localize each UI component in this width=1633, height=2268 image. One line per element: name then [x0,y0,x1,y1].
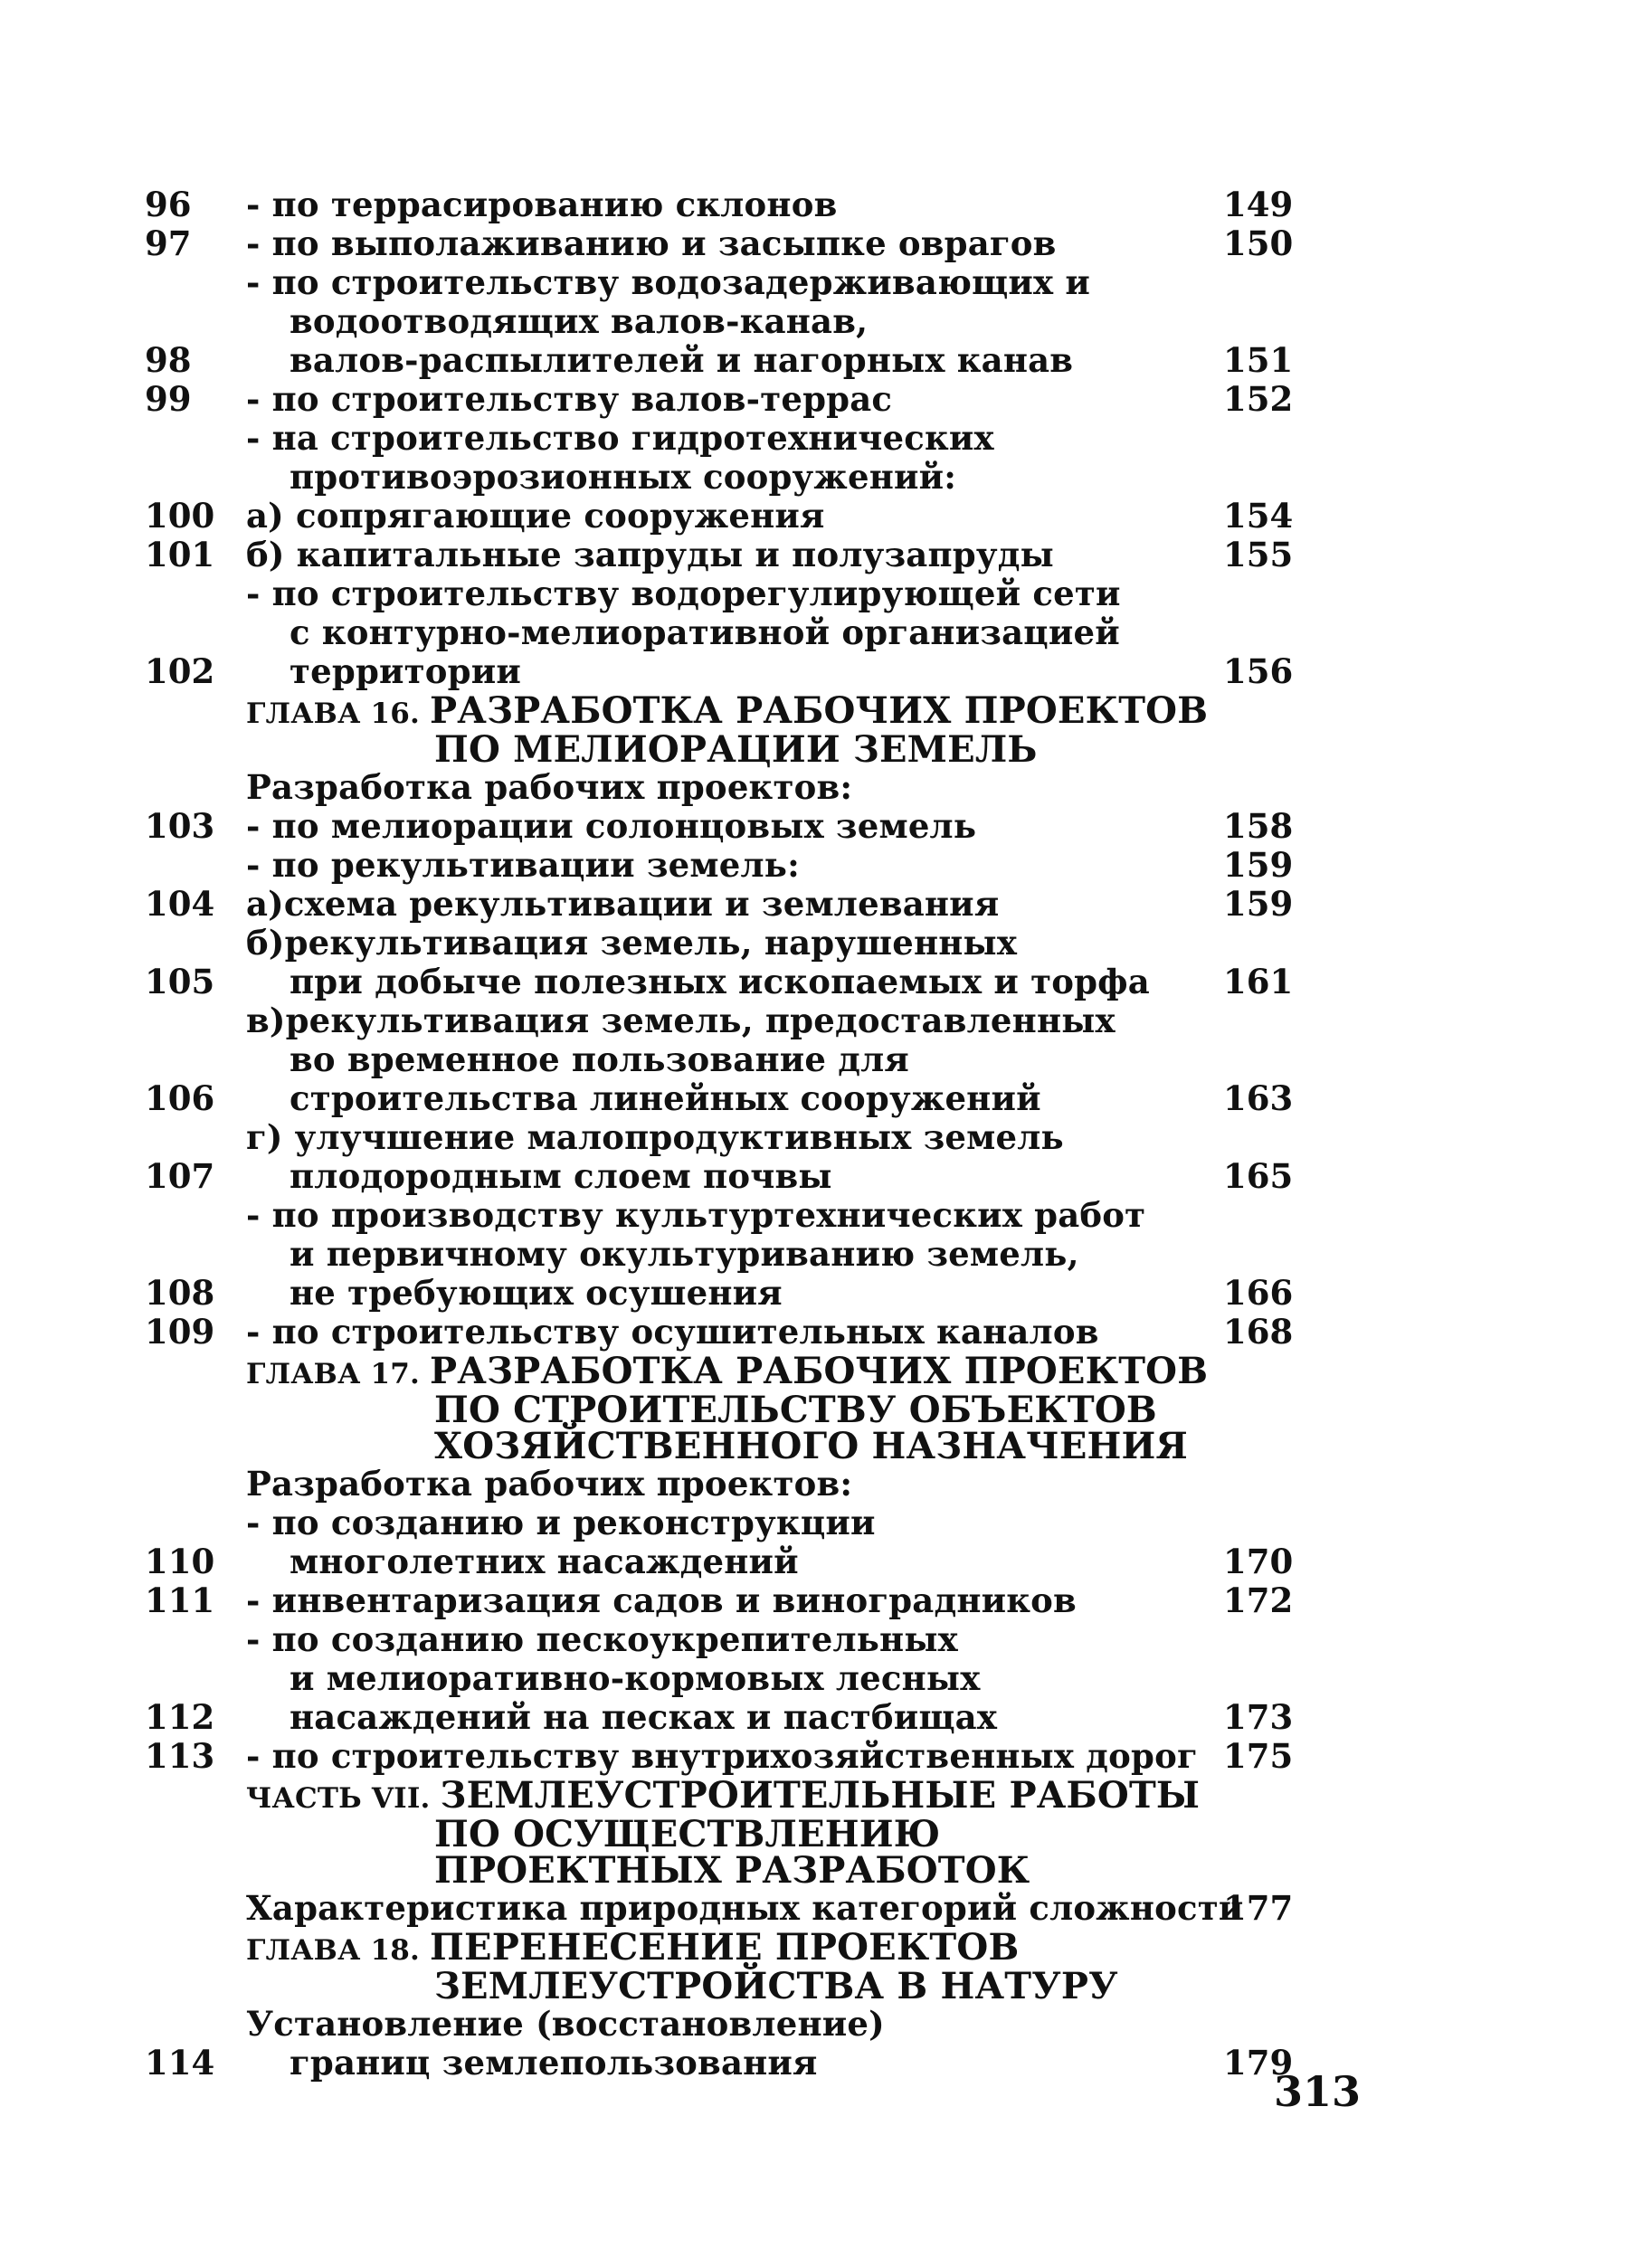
entry-line: противоэрозионных сооружений: [290,457,957,497]
entry-page: 170 [1223,1542,1294,1581]
entry-line: Характеристика природных категорий сложности [246,1888,1244,1928]
entry-line: и мелиоративно-кормовых лесных [290,1658,981,1698]
entry-line: - инвентаризация садов и виноградников [246,1580,1077,1620]
toc-entry [145,807,1357,846]
entry-line: - по строительству водозадерживающих и [246,262,1090,302]
entry-title [246,497,1212,536]
toc-entry [145,1581,1357,1620]
entry-line: - по строительству осушительных каналов [246,1312,1099,1352]
entry-page: 149 [1223,185,1294,224]
entry-line: а) сопрягающие сооружения [246,496,825,536]
entry-line: а)схема рекультивации и землевания [246,884,1000,924]
entry-page: 172 [1223,1580,1294,1620]
entry-line: г) улучшение малопродуктивных земель [246,1117,1064,1157]
entry-title [246,1504,1212,1581]
toc-entry [145,1504,1357,1581]
entry-page: 156 [1223,651,1294,691]
toc-entry [145,924,1357,1001]
heading-label: ГЛАВА 17. [246,1358,431,1390]
entry-line: - по рекультивации земель: [246,845,800,885]
chapter-heading [145,689,1357,771]
entry-number: 107 [145,1156,215,1196]
heading-text [246,1926,1212,2007]
entry-line: Установление (восстановление) [246,2004,885,2044]
entry-number: 102 [145,651,215,691]
heading-line: РАЗРАБОТКА РАБОЧИХ ПРОЕКТОВ [430,1350,1209,1392]
toc-entry [145,1465,1357,1504]
entry-title [246,536,1212,574]
heading-line: ПЕРЕНЕСЕНИЕ ПРОЕКТОВ [430,1926,1020,1969]
entry-number: 101 [145,535,215,574]
entry-page: 152 [1223,379,1294,419]
entry-number: 98 [145,340,192,380]
toc-entry [145,1737,1357,1776]
entry-number: 99 [145,379,192,419]
entry-line: - по производству культуртехнических работ [246,1195,1146,1235]
entry-page: 173 [1223,1697,1294,1737]
entry-title [246,1118,1212,1196]
heading-line: ЗЕМЛЕУСТРОИТЕЛЬНЫЕ РАБОТЫ [440,1774,1201,1817]
toc-entry [145,263,1357,380]
entry-page: 179 [1223,2043,1294,2083]
heading-line: ХОЗЯЙСТВЕННОГО НАЗНАЧЕНИЯ [434,1425,1188,1467]
entry-number: 104 [145,884,215,924]
toc-entry [145,536,1357,574]
heading-line: ПО ОСУЩЕСТВЛЕНИЮ [434,1813,941,1855]
toc-entry [145,885,1357,924]
entry-title [246,380,1212,419]
heading-line: ЗЕМЛЕУСТРОЙСТВА В НАТУРУ [434,1965,1118,2007]
entry-line: Разработка рабочих проектов: [246,1464,853,1504]
toc-entry [145,1620,1357,1737]
entry-line: б) капитальные запруды и полузапруды [246,535,1054,574]
entry-page: 161 [1223,962,1294,1001]
entry-title [246,1737,1212,1776]
toc-entry [145,185,1357,224]
entry-title [246,1313,1212,1352]
toc-entry [145,380,1357,419]
heading-text [246,1350,1212,1467]
entry-title [246,1620,1212,1737]
toc-entry [145,497,1357,536]
entry-title [246,768,1212,807]
entry-title [246,2005,1212,2083]
entry-line: Разработка рабочих проектов: [246,767,853,807]
entry-line: - по террасированию склонов [246,185,838,224]
entry-line: водоотводящих валов-канав, [290,301,869,341]
entry-title [246,1888,1244,1928]
entry-line: в)рекультивация земель, предоставленных [246,1001,1116,1040]
chapter-heading [145,1350,1357,1467]
heading-text [246,689,1212,771]
entry-title [246,263,1212,380]
entry-line: и первичному окультуриванию земель, [290,1234,1079,1274]
entry-page: 166 [1223,1273,1294,1313]
entry-number: 110 [145,1542,215,1581]
heading-line: ПО СТРОИТЕЛЬСТВУ ОБЪЕКТОВ [434,1389,1157,1431]
entry-page: 151 [1223,340,1294,380]
entry-title [246,1001,1212,1118]
entry-number: 103 [145,806,215,846]
entry-page: 155 [1223,535,1294,574]
entry-title [246,846,1212,885]
toc-entry [145,419,1357,497]
entry-title [246,924,1212,1001]
entry-title [246,574,1212,691]
entry-number: 100 [145,496,215,536]
toc-entry [145,1313,1357,1352]
entry-line: границ землепользования [290,2043,818,2083]
entry-line: б)рекультивация земель, нарушенных [246,923,1018,963]
entry-line: валов-распылителей и нагорных канав [290,340,1074,380]
entry-title [246,1196,1212,1313]
entry-number: 108 [145,1273,215,1313]
entry-line: - по строительству валов-террас [246,379,893,419]
entry-title [246,224,1212,263]
heading-line: ПРОЕКТНЫХ РАЗРАБОТОК [434,1849,1030,1892]
entry-number: 97 [145,223,192,263]
page-number: 313 [1274,2067,1362,2116]
entry-number: 111 [145,1580,215,1620]
toc-entry [145,574,1357,691]
table-of-contents [145,185,1357,2083]
entry-line: - на строительство гидротехнических [246,418,994,458]
entry-page: 159 [1223,845,1294,885]
entry-line: - по строительству водорегулирующей сети [246,574,1121,613]
entry-number: 106 [145,1078,215,1118]
entry-title [246,185,1212,224]
entry-number: 109 [145,1312,215,1352]
entry-line: не требующих осушения [290,1273,783,1313]
entry-line: во временное пользование для [290,1039,909,1079]
entry-page: 158 [1223,806,1294,846]
entry-line: - по строительству внутрихозяйственных дорог [246,1736,1198,1776]
entry-number: 105 [145,962,215,1001]
entry-line: при добыче полезных ископаемых и торфа [290,962,1150,1001]
entry-line: плодородным слоем почвы [290,1156,832,1196]
entry-page: 163 [1223,1078,1294,1118]
toc-entry [145,1196,1357,1313]
entry-title [246,419,1212,497]
entry-line: насаждений на песках и пастбищах [290,1697,998,1737]
toc-entry [145,1118,1357,1196]
entry-page: 177 [1223,1888,1294,1928]
entry-title [246,807,1212,846]
toc-entry [145,224,1357,263]
entry-title [246,1581,1212,1620]
entry-line: строительства линейных сооружений [290,1078,1041,1118]
entry-line: - по созданию и реконструкции [246,1503,876,1542]
entry-page: 165 [1223,1156,1294,1196]
entry-line: многолетних насаждений [290,1542,799,1581]
entry-line: территории [290,651,522,691]
entry-line: с контурно-мелиоративной организацией [290,612,1120,652]
entry-line: - по мелиорации солонцовых земель [246,806,977,846]
chapter-heading [145,1774,1357,1892]
heading-label: ГЛАВА 16. [246,697,431,730]
toc-entry [145,768,1357,807]
entry-number: 113 [145,1736,215,1776]
entry-number: 114 [145,2043,215,2083]
toc-entry [145,1889,1357,1928]
entry-page: 159 [1223,884,1294,924]
heading-text [246,1774,1212,1892]
entry-number: 96 [145,185,192,224]
entry-title [246,885,1212,924]
heading-line: РАЗРАБОТКА РАБОЧИХ ПРОЕКТОВ [430,689,1209,732]
chapter-heading [145,1926,1357,2007]
toc-entry [145,2005,1357,2083]
entry-page: 150 [1223,223,1294,263]
heading-label: ГЛАВА 18. [246,1934,431,1967]
toc-entry [145,846,1357,885]
entry-page: 154 [1223,496,1294,536]
toc-entry [145,1001,1357,1118]
entry-line: - по созданию пескоукрепительных [246,1619,958,1659]
entry-page: 175 [1223,1736,1294,1776]
heading-label: ЧАСТЬ VII. [246,1782,441,1815]
entry-title [246,1465,1212,1504]
entry-page: 168 [1223,1312,1294,1352]
entry-number: 112 [145,1697,215,1737]
entry-line: - по выполаживанию и засыпке оврагов [246,223,1057,263]
heading-line: ПО МЕЛИОРАЦИИ ЗЕМЕЛЬ [434,728,1038,771]
